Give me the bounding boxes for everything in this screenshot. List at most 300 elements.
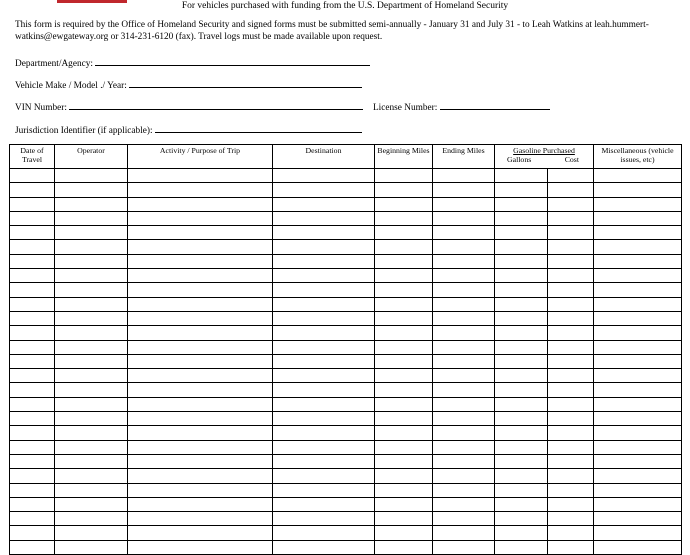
gallons-cost-divider	[547, 369, 548, 382]
cell-ending-miles[interactable]	[433, 226, 495, 240]
cell-operator[interactable]	[55, 383, 128, 397]
cell-ending-miles[interactable]	[433, 297, 495, 311]
cell-destination[interactable]	[273, 526, 375, 540]
cell-activity[interactable]	[128, 226, 273, 240]
table-row	[10, 540, 682, 554]
cell-operator[interactable]	[55, 526, 128, 540]
cell-gasoline[interactable]	[495, 183, 594, 197]
col-activity: Activity / Purpose of Trip	[128, 145, 273, 169]
cell-operator[interactable]	[55, 412, 128, 426]
cell-operator[interactable]	[55, 269, 128, 283]
cell-beginning-miles[interactable]	[375, 454, 433, 468]
col-operator: Operator	[55, 145, 128, 169]
cell-date[interactable]	[10, 340, 55, 354]
cell-gasoline[interactable]	[495, 254, 594, 268]
cell-misc[interactable]	[594, 483, 682, 497]
cell-ending-miles[interactable]	[433, 340, 495, 354]
cell-ending-miles[interactable]	[433, 283, 495, 297]
cell-date[interactable]	[10, 197, 55, 211]
cell-operator[interactable]	[55, 483, 128, 497]
cell-gasoline[interactable]	[495, 369, 594, 383]
cell-operator[interactable]	[55, 397, 128, 411]
cell-operator[interactable]	[55, 426, 128, 440]
cell-misc[interactable]	[594, 412, 682, 426]
cell-ending-miles[interactable]	[433, 526, 495, 540]
cell-destination[interactable]	[273, 540, 375, 554]
cell-destination[interactable]	[273, 512, 375, 526]
table-row	[10, 269, 682, 283]
cell-activity[interactable]	[128, 211, 273, 225]
cell-beginning-miles[interactable]	[375, 269, 433, 283]
cell-operator[interactable]	[55, 169, 128, 183]
cell-destination[interactable]	[273, 497, 375, 511]
cell-activity[interactable]	[128, 440, 273, 454]
cell-ending-miles[interactable]	[433, 397, 495, 411]
cell-gasoline[interactable]	[495, 512, 594, 526]
table-row	[10, 454, 682, 468]
cell-destination[interactable]	[273, 297, 375, 311]
cell-gasoline[interactable]	[495, 469, 594, 483]
cell-misc[interactable]	[594, 454, 682, 468]
col-gasoline-purchased	[495, 145, 594, 169]
table-row	[10, 197, 682, 211]
cell-activity[interactable]	[128, 169, 273, 183]
cell-ending-miles[interactable]	[433, 169, 495, 183]
department-label: Department/Agency:	[15, 59, 93, 69]
table-row	[10, 226, 682, 240]
gallons-cost-divider	[547, 198, 548, 211]
vin-label: VIN Number:	[15, 103, 67, 113]
cost-subheader: Cost	[564, 154, 579, 164]
vin-input-line[interactable]	[69, 100, 363, 110]
cell-ending-miles[interactable]	[433, 426, 495, 440]
cell-misc[interactable]	[594, 240, 682, 254]
form-subtitle: For vehicles purchased with funding from the U.S. Department of Homeland Security	[181, 1, 509, 11]
gallons-cost-divider	[547, 326, 548, 339]
cell-misc[interactable]	[594, 354, 682, 368]
gallons-cost-divider	[547, 269, 548, 282]
cell-gasoline[interactable]	[495, 354, 594, 368]
cell-date[interactable]	[10, 412, 55, 426]
cell-operator[interactable]	[55, 211, 128, 225]
cell-ending-miles[interactable]	[433, 540, 495, 554]
cell-destination[interactable]	[273, 326, 375, 340]
cell-beginning-miles[interactable]	[375, 497, 433, 511]
cell-beginning-miles[interactable]	[375, 297, 433, 311]
gallons-cost-divider	[547, 441, 548, 454]
cell-beginning-miles[interactable]	[375, 397, 433, 411]
gallons-cost-divider	[547, 183, 548, 196]
table-row	[10, 512, 682, 526]
cell-ending-miles[interactable]	[433, 469, 495, 483]
table-row	[10, 440, 682, 454]
cell-date[interactable]	[10, 283, 55, 297]
gallons-cost-divider	[547, 355, 548, 368]
travel-log-table	[9, 144, 682, 555]
cell-operator[interactable]	[55, 454, 128, 468]
gallons-cost-divider	[547, 498, 548, 511]
cell-operator[interactable]	[55, 311, 128, 325]
cell-beginning-miles[interactable]	[375, 426, 433, 440]
gallons-cost-divider	[547, 541, 548, 554]
cell-gasoline[interactable]	[495, 311, 594, 325]
table-row	[10, 183, 682, 197]
cell-activity[interactable]	[128, 512, 273, 526]
cell-gasoline[interactable]	[495, 383, 594, 397]
gallons-cost-divider	[547, 169, 548, 182]
gallons-cost-divider	[547, 426, 548, 439]
cell-operator[interactable]	[55, 369, 128, 383]
cell-beginning-miles[interactable]	[375, 226, 433, 240]
cell-ending-miles[interactable]	[433, 497, 495, 511]
cell-activity[interactable]	[128, 397, 273, 411]
cell-misc[interactable]	[594, 269, 682, 283]
cell-beginning-miles[interactable]	[375, 311, 433, 325]
cell-activity[interactable]	[128, 540, 273, 554]
cell-beginning-miles[interactable]	[375, 440, 433, 454]
cell-misc[interactable]	[594, 254, 682, 268]
jurisdiction-input-line[interactable]	[155, 123, 362, 133]
table-row	[10, 211, 682, 225]
department-input-line[interactable]	[95, 56, 370, 66]
cell-destination[interactable]	[273, 283, 375, 297]
cell-activity[interactable]	[128, 454, 273, 468]
cell-date[interactable]	[10, 512, 55, 526]
cell-operator[interactable]	[55, 283, 128, 297]
cell-date[interactable]	[10, 454, 55, 468]
cell-date[interactable]	[10, 297, 55, 311]
cell-destination[interactable]	[273, 211, 375, 225]
gallons-cost-divider	[547, 398, 548, 411]
cell-operator[interactable]	[55, 540, 128, 554]
cell-activity[interactable]	[128, 197, 273, 211]
cell-misc[interactable]	[594, 469, 682, 483]
cell-ending-miles[interactable]	[433, 326, 495, 340]
table-row	[10, 297, 682, 311]
vin-field	[15, 100, 363, 114]
cell-date[interactable]	[10, 226, 55, 240]
cell-gasoline[interactable]	[495, 283, 594, 297]
cell-date[interactable]	[10, 354, 55, 368]
table-row	[10, 369, 682, 383]
cell-beginning-miles[interactable]	[375, 369, 433, 383]
gallons-cost-divider	[547, 484, 548, 497]
cell-gasoline[interactable]	[495, 440, 594, 454]
table-row	[10, 483, 682, 497]
cell-gasoline[interactable]	[495, 211, 594, 225]
cell-gasoline[interactable]	[495, 169, 594, 183]
cell-date[interactable]	[10, 240, 55, 254]
cell-destination[interactable]	[273, 311, 375, 325]
cell-ending-miles[interactable]	[433, 211, 495, 225]
cell-activity[interactable]	[128, 412, 273, 426]
table-row	[10, 426, 682, 440]
cell-gasoline[interactable]	[495, 340, 594, 354]
gallons-cost-divider	[547, 455, 548, 468]
cell-misc[interactable]	[594, 340, 682, 354]
table-row	[10, 497, 682, 511]
cell-misc[interactable]	[594, 326, 682, 340]
cell-activity[interactable]	[128, 426, 273, 440]
cell-ending-miles[interactable]	[433, 440, 495, 454]
cell-misc[interactable]	[594, 497, 682, 511]
cell-operator[interactable]	[55, 497, 128, 511]
gallons-cost-divider	[547, 226, 548, 239]
cell-misc[interactable]	[594, 526, 682, 540]
cell-gasoline[interactable]	[495, 397, 594, 411]
cell-beginning-miles[interactable]	[375, 326, 433, 340]
cell-date[interactable]	[10, 369, 55, 383]
cell-ending-miles[interactable]	[433, 240, 495, 254]
cell-date[interactable]	[10, 540, 55, 554]
cell-date[interactable]	[10, 211, 55, 225]
col-beginning-miles: Beginning Miles	[375, 145, 433, 169]
gallons-subheader: Gallons	[507, 154, 532, 164]
cell-activity[interactable]	[128, 483, 273, 497]
cell-beginning-miles[interactable]	[375, 197, 433, 211]
cell-operator[interactable]	[55, 197, 128, 211]
cell-destination[interactable]	[273, 183, 375, 197]
cell-operator[interactable]	[55, 512, 128, 526]
table-row	[10, 397, 682, 411]
gallons-cost-divider	[547, 412, 548, 425]
cell-ending-miles[interactable]	[433, 197, 495, 211]
cell-beginning-miles[interactable]	[375, 540, 433, 554]
col-destination: Destination	[273, 145, 375, 169]
cell-destination[interactable]	[273, 226, 375, 240]
cell-date[interactable]	[10, 526, 55, 540]
cell-activity[interactable]	[128, 183, 273, 197]
cell-gasoline[interactable]	[495, 197, 594, 211]
cell-beginning-miles[interactable]	[375, 512, 433, 526]
cell-misc[interactable]	[594, 369, 682, 383]
cell-gasoline[interactable]	[495, 226, 594, 240]
table-row	[10, 254, 682, 268]
cell-activity[interactable]	[128, 340, 273, 354]
cell-activity[interactable]	[128, 354, 273, 368]
cell-gasoline[interactable]	[495, 454, 594, 468]
gallons-cost-divider	[547, 469, 548, 482]
cell-beginning-miles[interactable]	[375, 169, 433, 183]
table-row	[10, 383, 682, 397]
license-input-line[interactable]	[440, 100, 550, 110]
gallons-cost-divider	[547, 298, 548, 311]
col-date-of-travel: Date of Travel	[10, 145, 55, 169]
col-ending-miles: Ending Miles	[433, 145, 495, 169]
cell-destination[interactable]	[273, 440, 375, 454]
cell-misc[interactable]	[594, 540, 682, 554]
table-body	[10, 169, 682, 555]
cell-activity[interactable]	[128, 311, 273, 325]
cell-destination[interactable]	[273, 383, 375, 397]
jurisdiction-label: Jurisdiction Identifier (if applicable):	[15, 126, 153, 136]
col-miscellaneous: Miscellaneous (vehicle issues, etc)	[594, 145, 682, 169]
submission-notice: This form is required by the Office of Homeland Security and signed forms must be submitted semi-annually - January 31 and July 31 - to Leah Watkins at leah.hummert-watkins@ewgateway.org or 314-231-6120 (fax). Travel logs must be made available upon request.	[15, 20, 649, 42]
cell-ending-miles[interactable]	[433, 369, 495, 383]
cell-ending-miles[interactable]	[433, 383, 495, 397]
cell-date[interactable]	[10, 426, 55, 440]
cell-beginning-miles[interactable]	[375, 183, 433, 197]
table-row	[10, 469, 682, 483]
cell-date[interactable]	[10, 169, 55, 183]
cell-destination[interactable]	[273, 369, 375, 383]
license-label: License Number:	[373, 103, 438, 113]
cell-gasoline[interactable]	[495, 497, 594, 511]
cell-misc[interactable]	[594, 397, 682, 411]
gallons-cost-divider	[547, 341, 548, 354]
cell-ending-miles[interactable]	[433, 269, 495, 283]
cell-activity[interactable]	[128, 469, 273, 483]
cell-date[interactable]	[10, 440, 55, 454]
cell-ending-miles[interactable]	[433, 412, 495, 426]
gallons-cost-divider	[547, 283, 548, 296]
table-row	[10, 169, 682, 183]
cell-destination[interactable]	[273, 469, 375, 483]
cell-ending-miles[interactable]	[433, 512, 495, 526]
cell-beginning-miles[interactable]	[375, 469, 433, 483]
cell-date[interactable]	[10, 483, 55, 497]
cell-destination[interactable]	[273, 254, 375, 268]
cell-ending-miles[interactable]	[433, 454, 495, 468]
cell-beginning-miles[interactable]	[375, 483, 433, 497]
cell-gasoline[interactable]	[495, 269, 594, 283]
table-row	[10, 412, 682, 426]
gallons-cost-divider	[547, 512, 548, 525]
cell-ending-miles[interactable]	[433, 483, 495, 497]
cell-beginning-miles[interactable]	[375, 240, 433, 254]
cell-gasoline[interactable]	[495, 240, 594, 254]
table-row	[10, 311, 682, 325]
cell-operator[interactable]	[55, 440, 128, 454]
cell-operator[interactable]	[55, 226, 128, 240]
cell-ending-miles[interactable]	[433, 311, 495, 325]
cell-ending-miles[interactable]	[433, 254, 495, 268]
cell-date[interactable]	[10, 497, 55, 511]
table-row	[10, 240, 682, 254]
table-row	[10, 326, 682, 340]
cell-operator[interactable]	[55, 340, 128, 354]
cell-date[interactable]	[10, 254, 55, 268]
cell-beginning-miles[interactable]	[375, 526, 433, 540]
cell-operator[interactable]	[55, 240, 128, 254]
cell-misc[interactable]	[594, 297, 682, 311]
cell-beginning-miles[interactable]	[375, 283, 433, 297]
cell-misc[interactable]	[594, 311, 682, 325]
cell-activity[interactable]	[128, 326, 273, 340]
cell-beginning-miles[interactable]	[375, 354, 433, 368]
cell-date[interactable]	[10, 311, 55, 325]
cell-operator[interactable]	[55, 326, 128, 340]
cell-activity[interactable]	[128, 497, 273, 511]
table-row	[10, 283, 682, 297]
cell-destination[interactable]	[273, 483, 375, 497]
cell-activity[interactable]	[128, 240, 273, 254]
department-field	[15, 56, 370, 70]
cell-gasoline[interactable]	[495, 326, 594, 340]
cell-activity[interactable]	[128, 283, 273, 297]
cell-destination[interactable]	[273, 340, 375, 354]
cell-destination[interactable]	[273, 197, 375, 211]
gallons-cost-divider	[547, 383, 548, 396]
gallons-cost-divider	[547, 212, 548, 225]
cell-gasoline[interactable]	[495, 483, 594, 497]
table-row	[10, 526, 682, 540]
gallons-cost-divider	[547, 312, 548, 325]
cell-date[interactable]	[10, 326, 55, 340]
cell-destination[interactable]	[273, 354, 375, 368]
cell-operator[interactable]	[55, 469, 128, 483]
cell-misc[interactable]	[594, 383, 682, 397]
cell-date[interactable]	[10, 397, 55, 411]
cell-misc[interactable]	[594, 440, 682, 454]
cell-misc[interactable]	[594, 211, 682, 225]
cell-operator[interactable]	[55, 354, 128, 368]
cell-beginning-miles[interactable]	[375, 412, 433, 426]
cell-activity[interactable]	[128, 526, 273, 540]
cell-destination[interactable]	[273, 426, 375, 440]
cell-beginning-miles[interactable]	[375, 340, 433, 354]
cell-gasoline[interactable]	[495, 412, 594, 426]
cell-destination[interactable]	[273, 169, 375, 183]
cell-gasoline[interactable]	[495, 297, 594, 311]
cell-date[interactable]	[10, 383, 55, 397]
cell-activity[interactable]	[128, 297, 273, 311]
cell-gasoline[interactable]	[495, 426, 594, 440]
cell-ending-miles[interactable]	[433, 183, 495, 197]
cell-misc[interactable]	[594, 169, 682, 183]
gallons-cost-divider	[547, 526, 548, 539]
cell-destination[interactable]	[273, 269, 375, 283]
table-header-row	[10, 145, 682, 169]
cell-activity[interactable]	[128, 269, 273, 283]
gallons-cost-divider	[547, 255, 548, 268]
cell-activity[interactable]	[128, 383, 273, 397]
cell-date[interactable]	[10, 469, 55, 483]
license-field	[373, 100, 550, 114]
table-row	[10, 354, 682, 368]
cell-misc[interactable]	[594, 512, 682, 526]
cell-beginning-miles[interactable]	[375, 383, 433, 397]
cell-operator[interactable]	[55, 297, 128, 311]
cell-destination[interactable]	[273, 397, 375, 411]
cell-gasoline[interactable]	[495, 526, 594, 540]
cell-beginning-miles[interactable]	[375, 211, 433, 225]
cell-date[interactable]	[10, 269, 55, 283]
cell-beginning-miles[interactable]	[375, 254, 433, 268]
vehicle-input-line[interactable]	[129, 78, 362, 88]
cell-misc[interactable]	[594, 226, 682, 240]
cell-operator[interactable]	[55, 183, 128, 197]
cell-gasoline[interactable]	[495, 540, 594, 554]
cell-misc[interactable]	[594, 283, 682, 297]
cell-operator[interactable]	[55, 254, 128, 268]
cell-activity[interactable]	[128, 369, 273, 383]
cell-ending-miles[interactable]	[433, 354, 495, 368]
cell-destination[interactable]	[273, 454, 375, 468]
cell-misc[interactable]	[594, 197, 682, 211]
cell-misc[interactable]	[594, 183, 682, 197]
cell-destination[interactable]	[273, 240, 375, 254]
gasoline-title: Gasoline Purchased	[513, 146, 575, 155]
cell-activity[interactable]	[128, 254, 273, 268]
cell-destination[interactable]	[273, 412, 375, 426]
cell-date[interactable]	[10, 183, 55, 197]
jurisdiction-field	[15, 123, 362, 137]
vehicle-field	[15, 78, 362, 92]
cell-misc[interactable]	[594, 426, 682, 440]
table-row	[10, 340, 682, 354]
gallons-cost-divider	[547, 240, 548, 253]
